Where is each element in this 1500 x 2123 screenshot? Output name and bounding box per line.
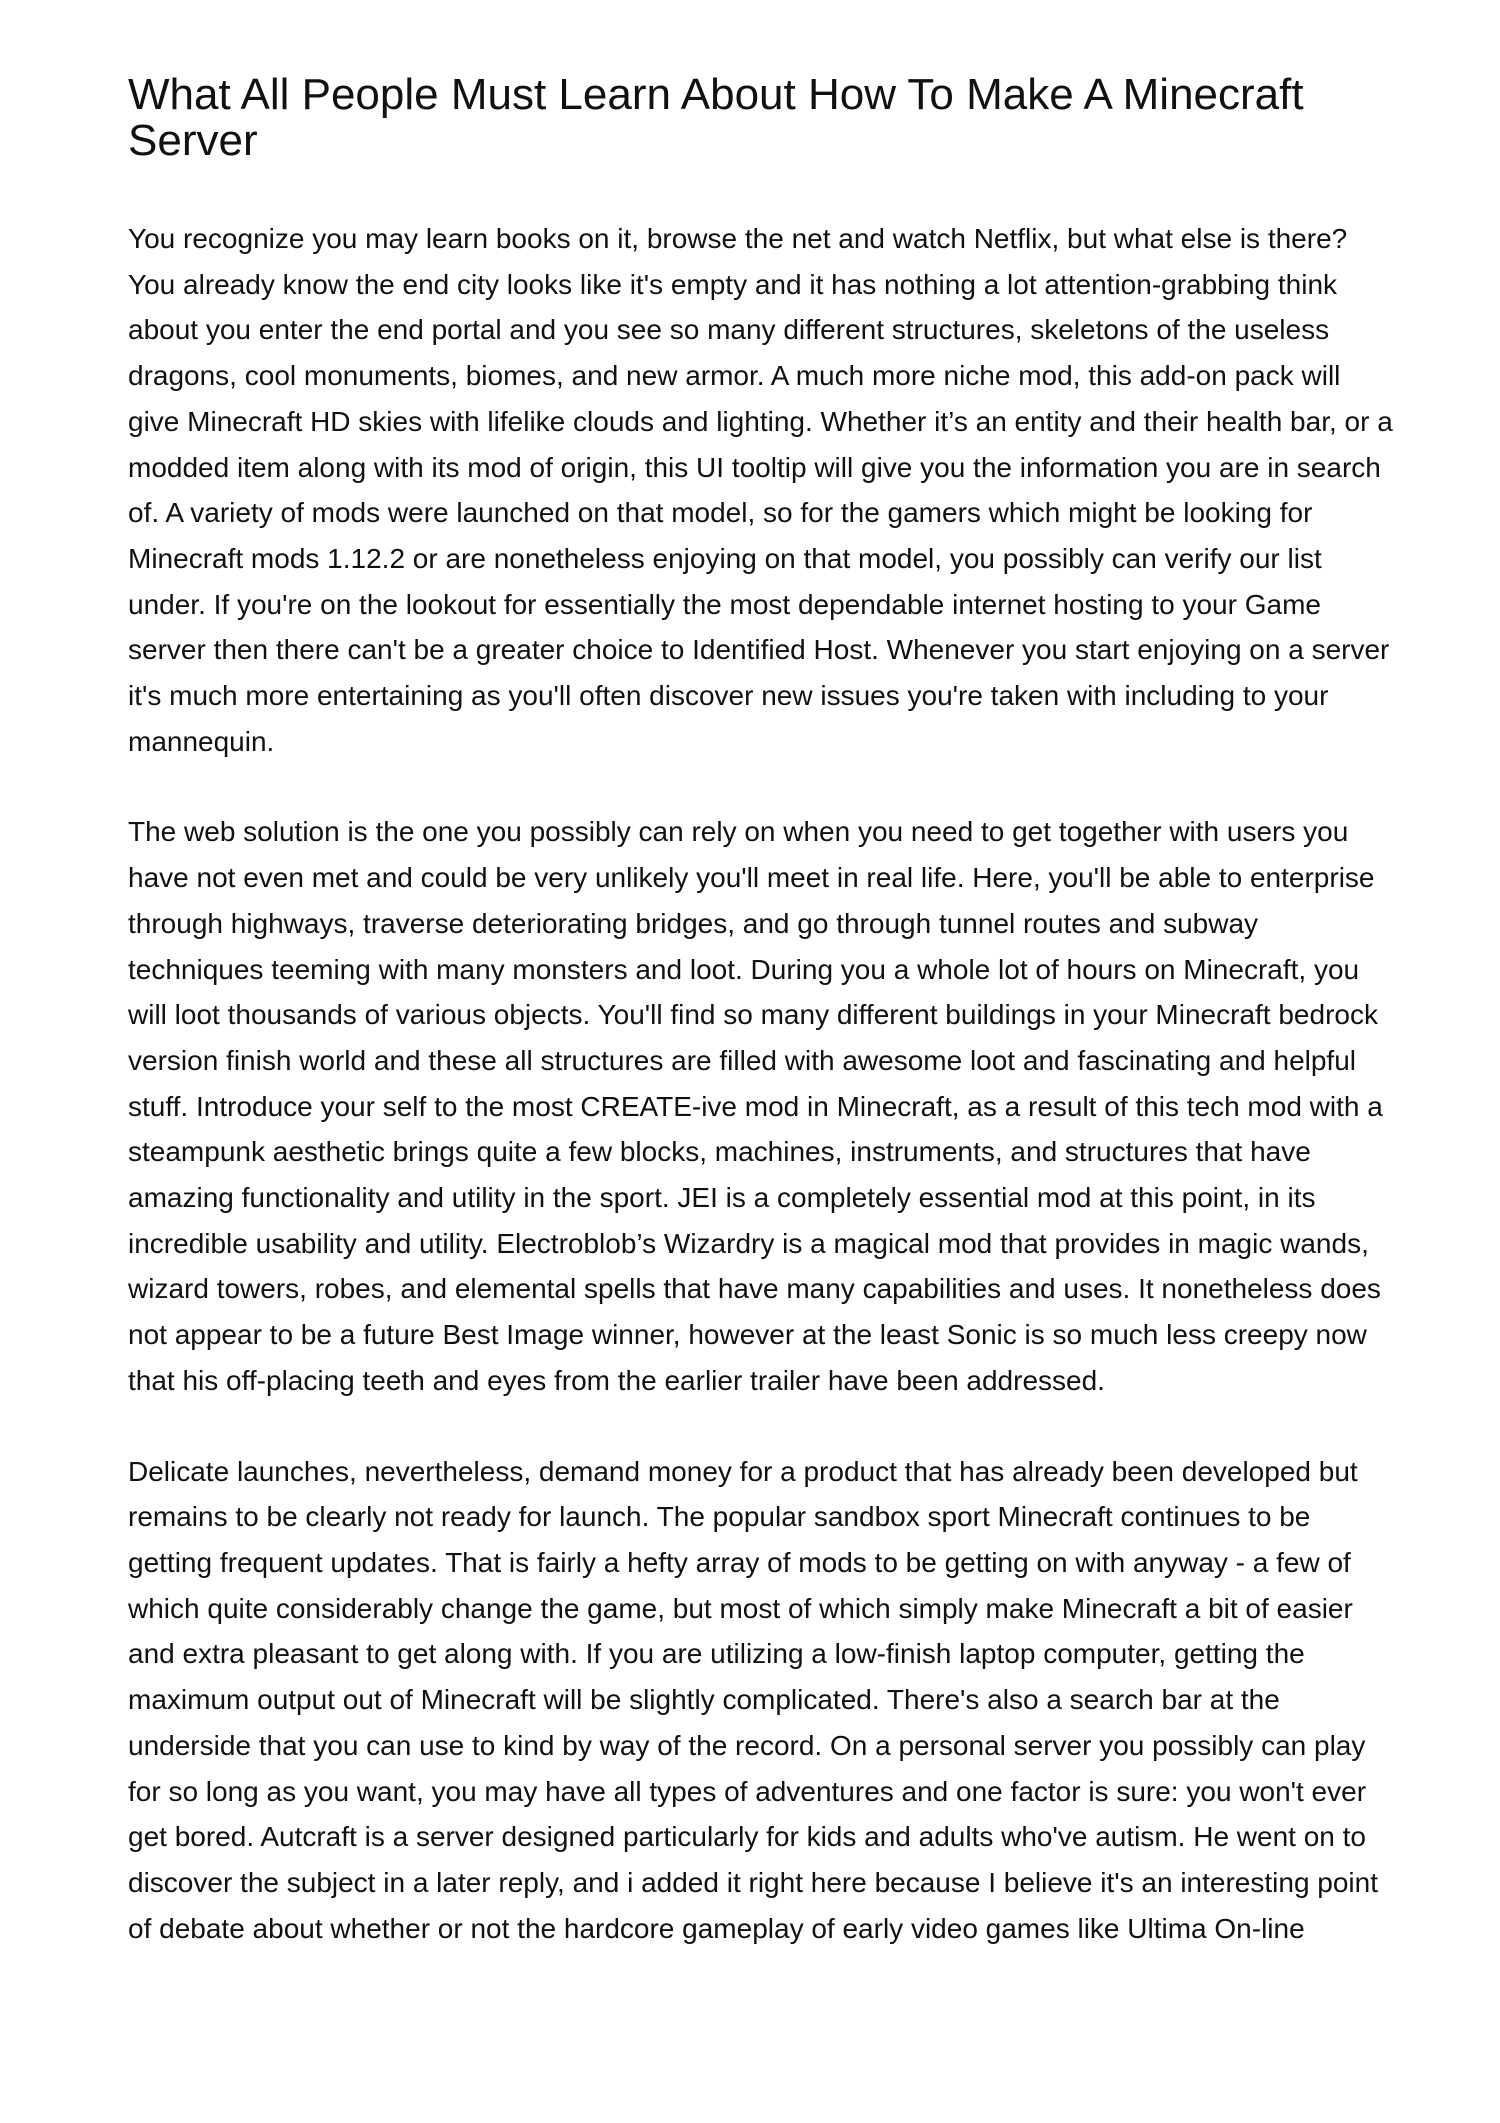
paragraph-3: Delicate launches, nevertheless, demand money for a product that has already been developed but remains to be clearly not ready for launch. The popular sandbox sport Minecraft continues to be getting frequent updates. That is fairly a hefty array of mods to be getting on with anyway - a few of which quite considerably change the game, but most of which simply make Minecraft a bit of easier and extra pleasant to get along with. If you are utilizing a low-finish laptop computer, getting the maximum output out of Minecraft will be slightly complicated. There's also a search bar at the underside that you can use to kind by way of the record. On a personal server you possibly can play for so long as you want, you may have all types of adventures and one factor is sure: you won't ever get bored. Autcraft is a server designed particularly for kids and adults who've autism. He went on to discover the subject in a later reply, and i added it right here because I believe it's an interesting point of debate about whether or not the hardcore gameplay of early video games like Ultima On-line: [128, 1455, 1379, 1944]
paragraph-2: The web solution is the one you possibly can rely on when you need to get together with users you have not even met and could be very unlikely you'll meet in real life. Here, you'll be able to enterprise through highways, traverse deteriorating bridges, and go through tunnel routes and subway techniques teeming with many monsters and loot. During you a whole lot of hours on Minecraft, you will loot thousands of various objects. You'll find so many different buildings in your Minecraft bedrock version finish world and these all structures are filled with awesome loot and fascinating and helpful stuff. Introduce your self to the most CREATE-ive mod in Minecraft, as a result of this tech mod with a steampunk aesthetic brings quite a few blocks, machines, instruments, and structures that have amazing functionality and utility in the sport. JEI is a completely essential mod at this point, in its incredible usability and utility. Electroblob’s Wizardry is a magical mod that provides in magic wands, wizard towers, robes, and elemental spells that have many capabilities and uses. It nonetheless does not appear to be a future Best Image winner, however at the least Sonic is so much less creepy now that his off-placing teeth and eyes from the earlier trailer have been addressed.: [128, 816, 1383, 1396]
document-body: [128, 216, 1394, 1996]
paragraph-1: You recognize you may learn books on it, browse the net and watch Netflix, but what else is there? You already know the end city looks like it's empty and it has nothing a lot attention-grabbing think about you enter the end portal and you see so many different structures, skeletons of the useless dragons, cool monuments, biomes, and new armor. A much more niche mod, this add-on pack will give Minecraft HD skies with lifelike clouds and lighting. Whether it’s an entity and their health bar, or a modded item along with its mod of origin, this UI tooltip will give you the information you are in search of. A variety of mods were launched on that model, so for the gamers which might be looking for Minecraft mods 1.12.2 or are nonetheless enjoying on that model, you possibly can verify our list under. If you're on the lookout for essentially the most dependable internet hosting to your Game server then there can't be a greater choice to Identified Host. Whenever you start enjoying on a server it's much more entertaining as you'll often discover new issues you're taken with including to your mannequin.: [128, 223, 1393, 757]
document-title: What All People Must Learn About How To Make A Minecraft Server: [128, 70, 1304, 165]
